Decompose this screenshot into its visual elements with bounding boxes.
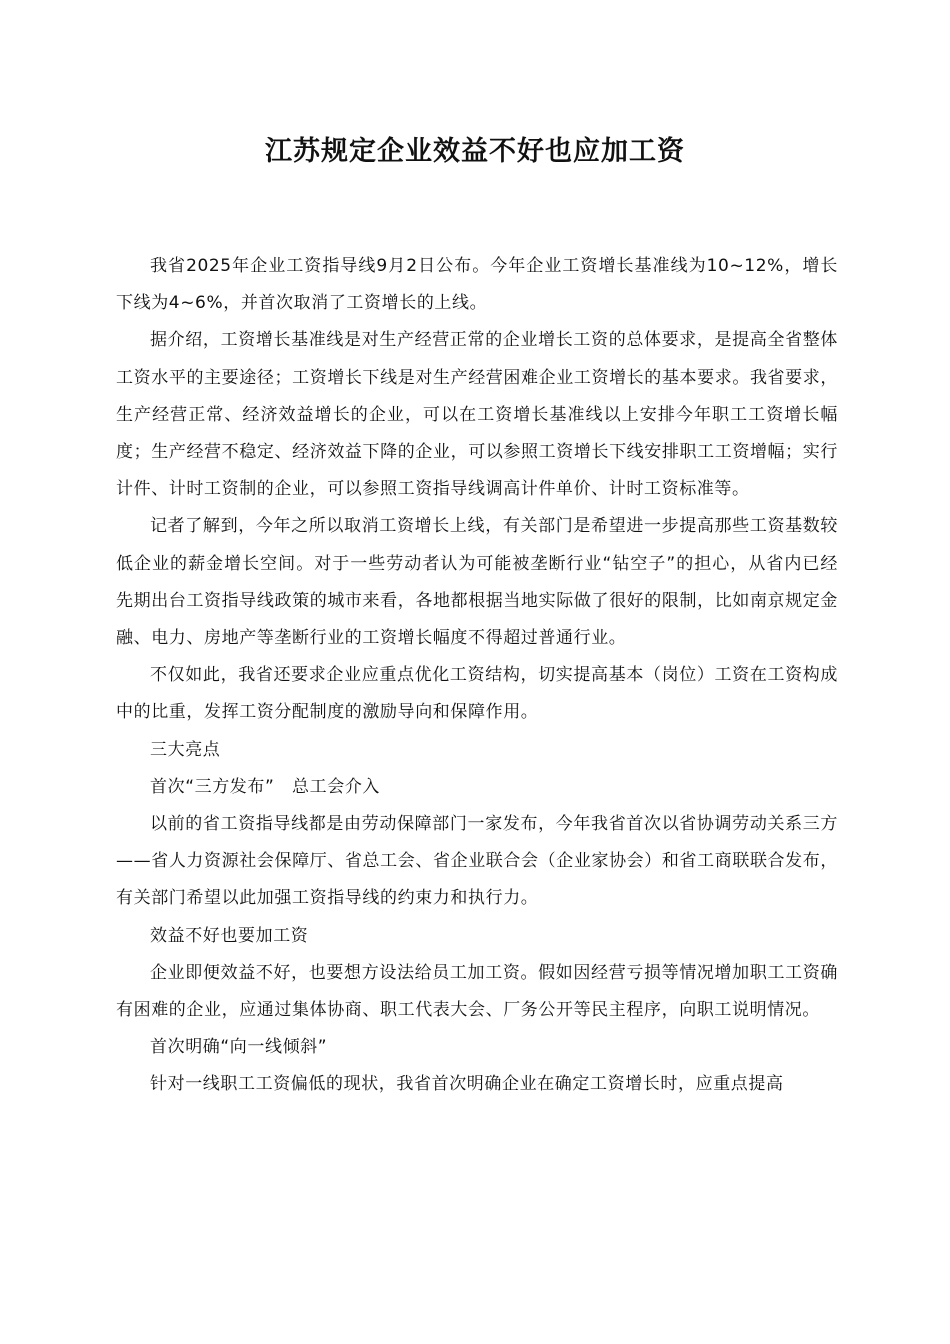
subheading-frontline-priority: 首次明确“向一线倾斜” [150, 1037, 328, 1058]
paragraph-raise-despite-losses: 企业即便效益不好，也要想方设法给员工加工资。假如因经营亏损等情况增加职工工资确有困难的企业，应通过集体协商、职工代表大会、厂务公开等民主程序，向职工说明情况。 [116, 962, 838, 1021]
section-heading-highlights: 三大亮点 [150, 739, 221, 760]
subheading-tripartite-release: 首次“三方发布” 总工会介入 [150, 776, 381, 797]
paragraph-frontline-priority: 针对一线职工工资偏低的现状，我省首次明确企业在确定工资增长时，应重点提高 [150, 1074, 784, 1095]
document-body [116, 248, 838, 1104]
subheading-raise-despite-losses: 效益不好也要加工资 [150, 925, 309, 946]
paragraph-baseline-explanation: 据介绍，工资增长基准线是对生产经营正常的企业增长工资的总体要求，是提高全省整体工资水平的主要途径；工资增长下线是对生产经营困难企业工资增长的基本要求。我省要求，生产经营正常、经济效益增长的企业，可以在工资增长基准线以上安排今年职工工资增长幅度；生产经营不稳定、经济效益下降的企业，可以参照工资增长下线安排职工工资增幅；实行计件、计时工资制的企业，可以参照工资指导线调高计件单价、计时工资标准等。 [116, 330, 838, 500]
paragraph-upper-limit-removal: 记者了解到，今年之所以取消工资增长上线，有关部门是希望进一步提高那些工资基数较低企业的薪金增长空间。对于一些劳动者认为可能被垄断行业“钻空子”的担心，从省内已经先期出台工资指导线政策的城市来看，各地都根据当地实际做了很好的限制，比如南京规定金融、电力、房地产等垄断行业的工资增长幅度不得超过普通行业。 [116, 516, 838, 649]
document-title: 江苏规定企业效益不好也应加工资 [265, 136, 685, 167]
paragraph-wage-structure: 不仅如此，我省还要求企业应重点优化工资结构，切实提高基本（岗位）工资在工资构成中的比重，发挥工资分配制度的激励导向和保障作用。 [116, 665, 838, 723]
paragraph-wage-guideline: 我省2025年企业工资指导线9月2日公布。今年企业工资增长基准线为10~12%，增长下线为4~6%，并首次取消了工资增长的上线。 [116, 256, 838, 314]
paragraph-tripartite-release: 以前的省工资指导线都是由劳动保障部门一家发布，今年我省首次以省协调劳动关系三方——省人力资源社会保障厅、省总工会、省企业联合会（企业家协会）和省工商联联合发布，有关部门希望以此加强工资指导线的约束力和执行力。 [116, 814, 838, 909]
